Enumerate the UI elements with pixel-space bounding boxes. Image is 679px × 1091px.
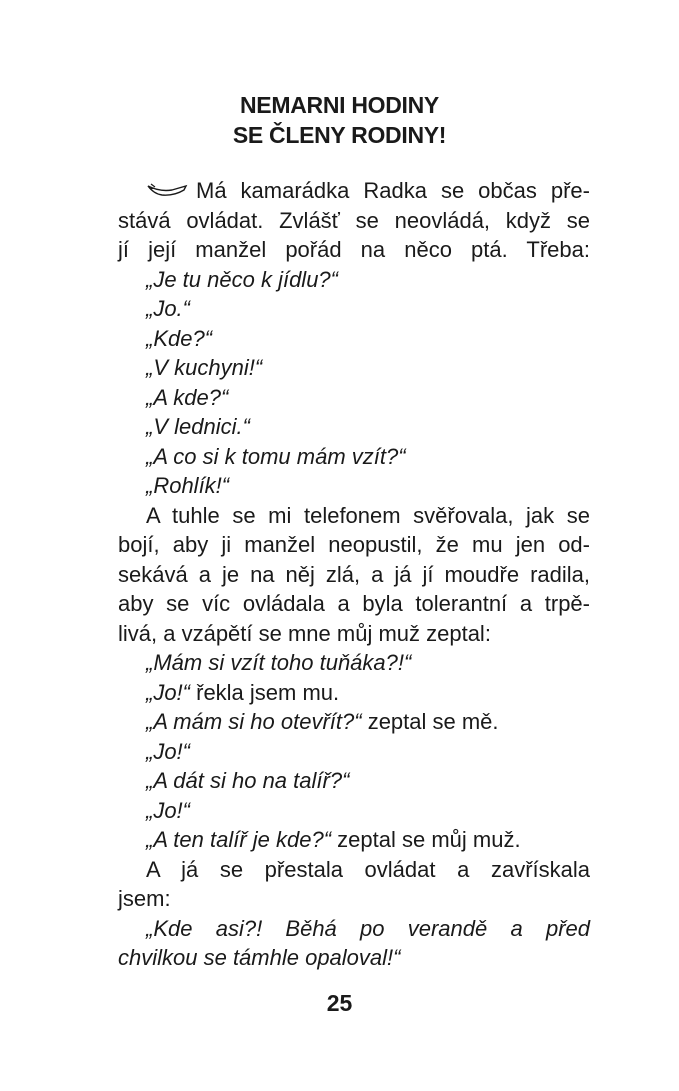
dialogue-line: „Je tu něco k jídlu?“ xyxy=(146,266,338,292)
page-number: 25 xyxy=(326,990,353,1016)
text-line xyxy=(118,176,590,206)
dialogue-line: chvilkou se támhle opaloval!“ xyxy=(118,945,401,970)
text-line: A já se přestala ovládat a zavřískala xyxy=(146,856,590,882)
text-span: Má kamarádka Radka se občas pře- xyxy=(196,178,590,203)
dialogue-line: „Mám si vzít toho tuňáka?!“ xyxy=(146,650,412,675)
dialogue-span: „Jo!“ xyxy=(146,679,190,705)
dialogue-line: „Jo.“ xyxy=(146,296,190,321)
chapter-body xyxy=(118,176,590,973)
dialogue-span: „A mám si ho otevřít?“ xyxy=(146,709,362,734)
narration-span: zeptal se mě. xyxy=(361,709,499,734)
text-line: jsem: xyxy=(118,886,171,911)
text-line: jí její manžel pořád na něco ptá. Třeba: xyxy=(118,237,590,262)
dialogue-line xyxy=(118,707,590,737)
dialogue-line: „Kde asi?! Běhá po verandě a před xyxy=(146,915,590,941)
dialogue-line: „A kde?“ xyxy=(146,384,229,410)
narration-span: zeptal se můj muž. xyxy=(331,827,521,852)
text-line: aby se víc ovládala a byla tolerantní a trpě- xyxy=(118,591,590,616)
dialogue-line: „Jo!“ xyxy=(146,797,190,823)
dialogue-line xyxy=(118,678,590,708)
pen-nib-icon xyxy=(146,178,190,200)
dialogue-line: „Rohlík!“ xyxy=(146,473,230,498)
chapter-title xyxy=(0,90,679,150)
text-line: livá, a vzápětí se mne můj muž zeptal: xyxy=(118,620,491,646)
dialogue-line: „Jo!“ xyxy=(146,738,190,764)
dialogue-line: „A co si k tomu mám vzít?“ xyxy=(146,443,406,469)
dialogue-line: „Kde?“ xyxy=(146,325,213,351)
text-line: stává ovládat. Zvlášť se neovládá, když se xyxy=(118,207,590,233)
dialogue-line: „A dát si ho na talíř?“ xyxy=(146,768,350,793)
dialogue-line: „V lednici.“ xyxy=(146,414,250,439)
chapter-title-line-2: SE ČLENY RODINY! xyxy=(232,122,447,148)
narration-span: řekla jsem mu. xyxy=(190,679,340,705)
dialogue-line xyxy=(118,825,590,855)
dialogue-span: „A ten talíř je kde?“ xyxy=(146,827,332,852)
text-line: A tuhle se mi telefonem svěřovala, jak se xyxy=(146,502,590,528)
dialogue-line: „V kuchyni!“ xyxy=(146,355,263,380)
text-line: sekává a je na něj zlá, a já jí moudře radila, xyxy=(118,561,590,587)
text-line: bojí, aby ji manžel neopustil, že mu jen od- xyxy=(118,532,590,557)
chapter-title-line-1: NEMARNI HODINY xyxy=(240,92,439,118)
